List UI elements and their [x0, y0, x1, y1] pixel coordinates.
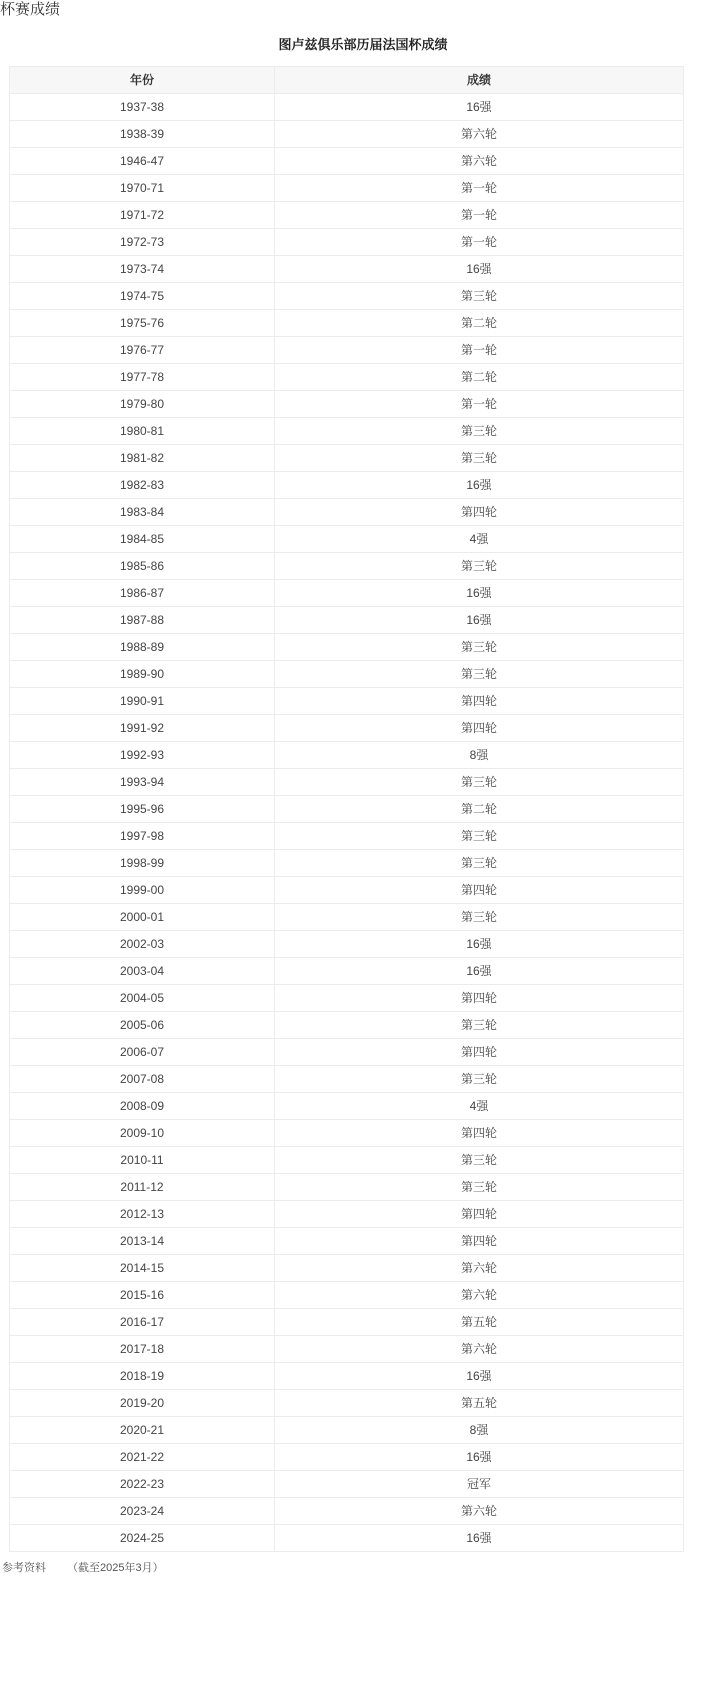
- cell-year: 1998-99: [10, 850, 275, 877]
- cell-result: 第三轮: [275, 1174, 684, 1201]
- cell-result: 第六轮: [275, 1336, 684, 1363]
- table-row: [10, 1444, 684, 1471]
- table-row: [10, 877, 684, 904]
- cell-year: 1987-88: [10, 607, 275, 634]
- cell-result: 第三轮: [275, 823, 684, 850]
- cell-year: 1989-90: [10, 661, 275, 688]
- cell-year: 2005-06: [10, 1012, 275, 1039]
- reference-label: 参考资料: [2, 1562, 46, 1574]
- cell-result: 16强: [275, 580, 684, 607]
- cell-year: 1973-74: [10, 256, 275, 283]
- cell-result: 冠军: [275, 1471, 684, 1498]
- table-row: [10, 364, 684, 391]
- table-row: [10, 850, 684, 877]
- table-row: [10, 445, 684, 472]
- cell-year: 2019-20: [10, 1390, 275, 1417]
- cell-result: 第二轮: [275, 364, 684, 391]
- table-row: [10, 1336, 684, 1363]
- cell-result: 16强: [275, 1444, 684, 1471]
- cell-year: 1937-38: [10, 94, 275, 121]
- cell-result: 第四轮: [275, 499, 684, 526]
- cell-result: 16强: [275, 607, 684, 634]
- table-header-row: [10, 67, 684, 94]
- cell-year: 1992-93: [10, 742, 275, 769]
- cell-result: 第六轮: [275, 121, 684, 148]
- cell-result: 8强: [275, 1417, 684, 1444]
- cell-year: 2009-10: [10, 1120, 275, 1147]
- cell-year: 1997-98: [10, 823, 275, 850]
- cell-result: 第一轮: [275, 175, 684, 202]
- cell-year: 1970-71: [10, 175, 275, 202]
- cell-result: 4强: [275, 1093, 684, 1120]
- table-row: [10, 1174, 684, 1201]
- table-row: [10, 1012, 684, 1039]
- table-row: [10, 823, 684, 850]
- table-row: [10, 94, 684, 121]
- table-row: [10, 580, 684, 607]
- cell-result: 第五轮: [275, 1390, 684, 1417]
- column-header-year: 年份: [10, 67, 275, 94]
- table-row: [10, 904, 684, 931]
- cell-result: 4强: [275, 526, 684, 553]
- table-row: [10, 931, 684, 958]
- cell-year: 2012-13: [10, 1201, 275, 1228]
- table-row: [10, 688, 684, 715]
- cell-result: 16强: [275, 1525, 684, 1552]
- table-row: [10, 337, 684, 364]
- cup-results-table: [9, 66, 684, 1552]
- cell-year: 2008-09: [10, 1093, 275, 1120]
- cell-result: 8强: [275, 742, 684, 769]
- cell-result: 第三轮: [275, 1147, 684, 1174]
- cell-result: 第三轮: [275, 418, 684, 445]
- cell-year: 1982-83: [10, 472, 275, 499]
- cell-year: 2022-23: [10, 1471, 275, 1498]
- footnote: [0, 1552, 726, 1580]
- cell-result: 第四轮: [275, 715, 684, 742]
- cell-result: 第四轮: [275, 1039, 684, 1066]
- table-row: [10, 1147, 684, 1174]
- table-row: [10, 769, 684, 796]
- page-title: 杯赛成绩: [0, 1, 61, 18]
- cell-result: 第五轮: [275, 1309, 684, 1336]
- cell-result: 第三轮: [275, 445, 684, 472]
- cell-result: 第一轮: [275, 391, 684, 418]
- cell-result: 第三轮: [275, 283, 684, 310]
- cell-result: 第一轮: [275, 337, 684, 364]
- table-row: [10, 121, 684, 148]
- cell-year: 2013-14: [10, 1228, 275, 1255]
- cell-year: 2014-15: [10, 1255, 275, 1282]
- cell-result: 16强: [275, 256, 684, 283]
- cell-year: 2003-04: [10, 958, 275, 985]
- cell-year: 2015-16: [10, 1282, 275, 1309]
- cell-year: 2010-11: [10, 1147, 275, 1174]
- cell-year: 1946-47: [10, 148, 275, 175]
- table-row: [10, 1039, 684, 1066]
- table-row: [10, 256, 684, 283]
- cell-result: 第三轮: [275, 553, 684, 580]
- table-row: [10, 1201, 684, 1228]
- table-row: [10, 175, 684, 202]
- table-row: [10, 958, 684, 985]
- cell-result: 第一轮: [275, 202, 684, 229]
- cell-result: 第六轮: [275, 1255, 684, 1282]
- cell-result: 第三轮: [275, 1066, 684, 1093]
- reference-note: （截至2025年3月）: [67, 1562, 164, 1574]
- cell-result: 16强: [275, 94, 684, 121]
- table-row: [10, 553, 684, 580]
- cell-year: 1976-77: [10, 337, 275, 364]
- cell-year: 1981-82: [10, 445, 275, 472]
- cell-year: 1974-75: [10, 283, 275, 310]
- table-row: [10, 391, 684, 418]
- cell-result: 第三轮: [275, 634, 684, 661]
- table-header: [10, 67, 684, 94]
- cell-result: 第四轮: [275, 1201, 684, 1228]
- cell-year: 1983-84: [10, 499, 275, 526]
- cell-year: 2002-03: [10, 931, 275, 958]
- table-row: [10, 661, 684, 688]
- cell-result: 第三轮: [275, 769, 684, 796]
- cell-result: 第四轮: [275, 1228, 684, 1255]
- cell-year: 2006-07: [10, 1039, 275, 1066]
- table-row: [10, 1066, 684, 1093]
- table-row: [10, 310, 684, 337]
- cell-year: 1975-76: [10, 310, 275, 337]
- table-row: [10, 229, 684, 256]
- table-body: [10, 94, 684, 1552]
- table-row: [10, 1255, 684, 1282]
- cell-year: 1986-87: [10, 580, 275, 607]
- table-row: [10, 1417, 684, 1444]
- cell-year: 2004-05: [10, 985, 275, 1012]
- table-row: [10, 283, 684, 310]
- table-row: [10, 1120, 684, 1147]
- cell-result: 第六轮: [275, 148, 684, 175]
- table-row: [10, 1282, 684, 1309]
- cell-result: 第二轮: [275, 310, 684, 337]
- cell-year: 1990-91: [10, 688, 275, 715]
- table-row: [10, 796, 684, 823]
- cell-year: 2023-24: [10, 1498, 275, 1525]
- table-row: [10, 472, 684, 499]
- cell-result: 第六轮: [275, 1498, 684, 1525]
- cell-year: 2021-22: [10, 1444, 275, 1471]
- table-row: [10, 1363, 684, 1390]
- table-row: [10, 985, 684, 1012]
- cell-result: 第四轮: [275, 877, 684, 904]
- table-row: [10, 1309, 684, 1336]
- cell-year: 1999-00: [10, 877, 275, 904]
- table-row: [10, 1525, 684, 1552]
- cell-result: 第四轮: [275, 688, 684, 715]
- cell-year: 2020-21: [10, 1417, 275, 1444]
- cell-year: 1972-73: [10, 229, 275, 256]
- cell-result: 第四轮: [275, 1120, 684, 1147]
- cell-year: 1971-72: [10, 202, 275, 229]
- cell-result: 第三轮: [275, 850, 684, 877]
- cell-result: 第三轮: [275, 904, 684, 931]
- table-row: [10, 715, 684, 742]
- table-row: [10, 1228, 684, 1255]
- cell-year: 1985-86: [10, 553, 275, 580]
- cell-year: 2017-18: [10, 1336, 275, 1363]
- cell-year: 2016-17: [10, 1309, 275, 1336]
- table-row: [10, 1498, 684, 1525]
- cell-year: 1988-89: [10, 634, 275, 661]
- table-row: [10, 1390, 684, 1417]
- cell-result: 第三轮: [275, 1012, 684, 1039]
- cell-year: 1984-85: [10, 526, 275, 553]
- cell-year: 1938-39: [10, 121, 275, 148]
- cell-year: 1980-81: [10, 418, 275, 445]
- table-row: [10, 742, 684, 769]
- cell-result: 第三轮: [275, 661, 684, 688]
- table-row: [10, 148, 684, 175]
- column-header-result: 成绩: [275, 67, 684, 94]
- cell-result: 16强: [275, 1363, 684, 1390]
- table-row: [10, 607, 684, 634]
- cell-result: 第二轮: [275, 796, 684, 823]
- cell-year: 2018-19: [10, 1363, 275, 1390]
- cell-year: 2011-12: [10, 1174, 275, 1201]
- table-row: [10, 1093, 684, 1120]
- table-caption: 图卢兹俱乐部历届法国杯成绩: [278, 37, 448, 52]
- cell-year: 1995-96: [10, 796, 275, 823]
- cell-year: 2007-08: [10, 1066, 275, 1093]
- cell-year: 2000-01: [10, 904, 275, 931]
- cell-result: 16强: [275, 472, 684, 499]
- table-row: [10, 418, 684, 445]
- cell-year: 1979-80: [10, 391, 275, 418]
- table-row: [10, 634, 684, 661]
- cell-result: 16强: [275, 958, 684, 985]
- cell-result: 第六轮: [275, 1282, 684, 1309]
- table-row: [10, 202, 684, 229]
- cell-result: 第四轮: [275, 985, 684, 1012]
- cell-year: 1991-92: [10, 715, 275, 742]
- cell-result: 16强: [275, 931, 684, 958]
- table-row: [10, 1471, 684, 1498]
- cell-year: 1977-78: [10, 364, 275, 391]
- cell-year: 2024-25: [10, 1525, 275, 1552]
- table-row: [10, 499, 684, 526]
- table-row: [10, 526, 684, 553]
- cell-year: 1993-94: [10, 769, 275, 796]
- cell-result: 第一轮: [275, 229, 684, 256]
